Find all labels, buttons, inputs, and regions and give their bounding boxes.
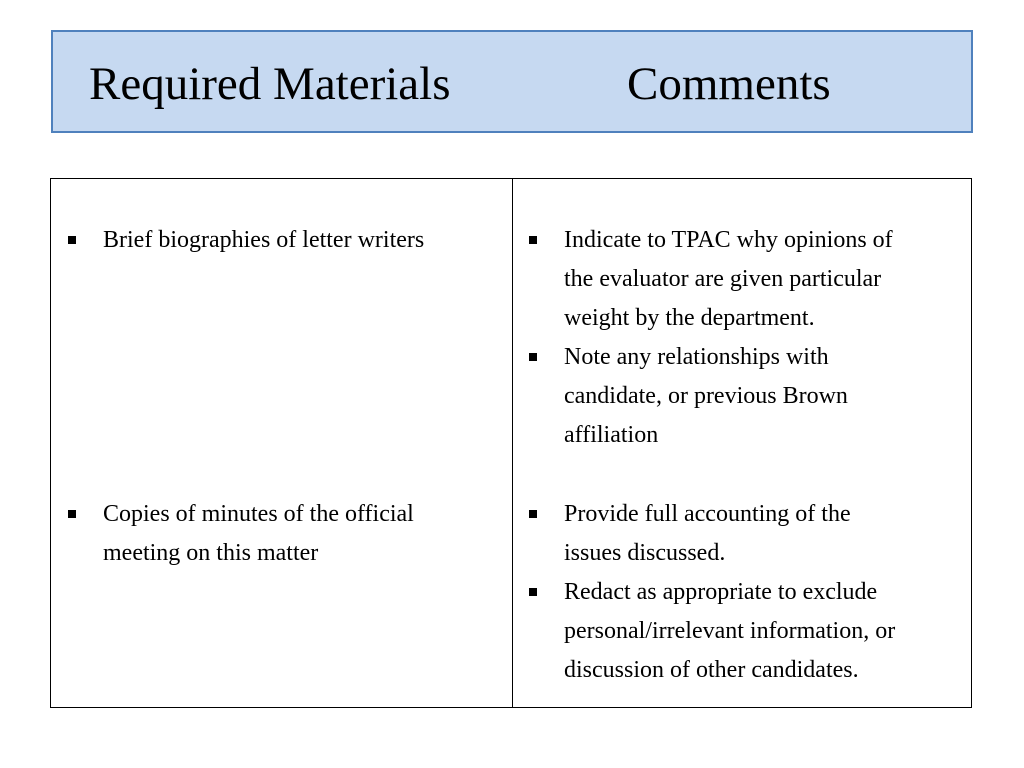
bullet-line: discussion of other candidates.: [564, 657, 859, 683]
list-item: [512, 573, 972, 690]
comments-heading: Comments: [627, 58, 831, 110]
list-item: [51, 221, 512, 260]
list-item: [512, 495, 972, 573]
square-bullet-icon: [529, 510, 537, 518]
row-1-comments: [512, 221, 972, 455]
square-bullet-icon: [529, 353, 537, 361]
row-2-comments: [512, 495, 972, 690]
bullet-line: Note any relationships with: [564, 344, 829, 370]
square-bullet-icon: [68, 236, 76, 244]
bullet-line: Indicate to TPAC why opinions of: [564, 227, 893, 253]
bullet-line: Redact as appropriate to exclude: [564, 579, 878, 605]
row-1-required: [51, 221, 512, 260]
bullet-line: Brief biographies of letter writers: [103, 227, 425, 253]
materials-table: [50, 178, 972, 708]
bullet-line: affiliation: [564, 422, 659, 448]
bullet-line: Copies of minutes of the official: [103, 501, 414, 527]
bullet-line: Provide full accounting of the: [564, 501, 851, 527]
bullet-line: personal/irrelevant information, or: [564, 618, 896, 644]
list-item: [51, 495, 512, 573]
bullet-line: the evaluator are given particular: [564, 266, 882, 292]
square-bullet-icon: [529, 588, 537, 596]
list-item: [512, 338, 972, 455]
required-materials-heading: Required Materials: [89, 58, 451, 110]
list-item: [512, 221, 972, 338]
row-2-required: [51, 495, 512, 573]
bullet-line: meeting on this matter: [103, 540, 319, 566]
square-bullet-icon: [68, 510, 76, 518]
bullet-line: weight by the department.: [564, 305, 815, 331]
bullet-line: issues discussed.: [564, 540, 726, 566]
bullet-line: candidate, or previous Brown: [564, 383, 848, 409]
square-bullet-icon: [529, 236, 537, 244]
